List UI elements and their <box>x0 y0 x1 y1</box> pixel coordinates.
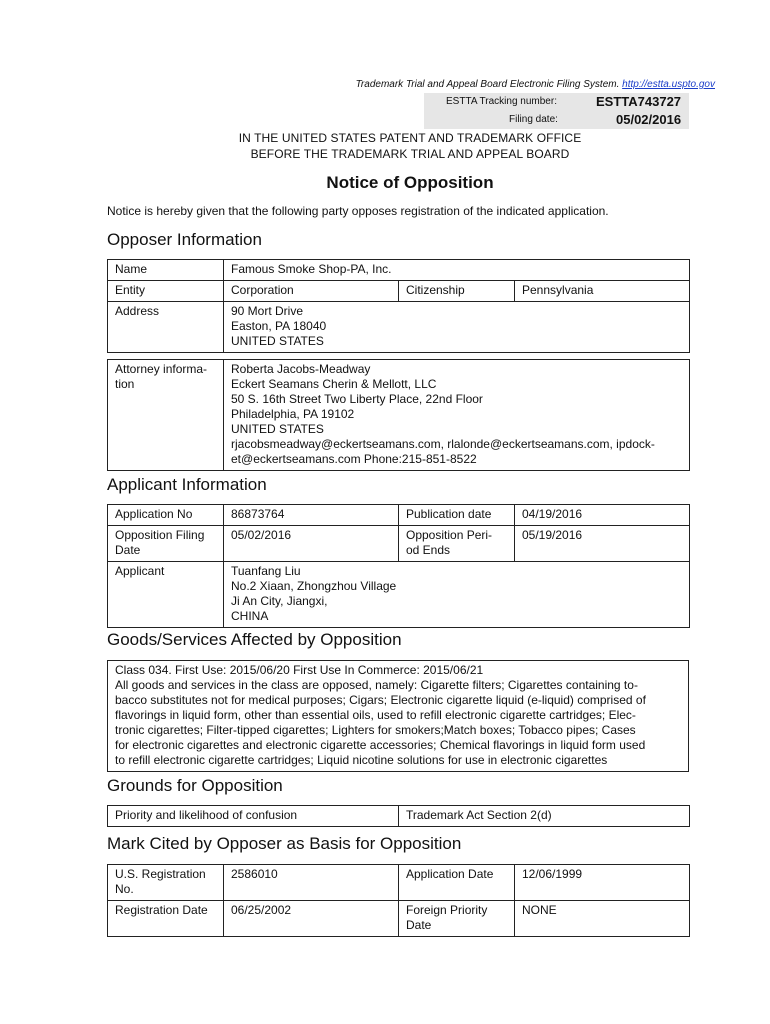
publication-date-value: 04/19/2016 <box>515 505 690 526</box>
table-row <box>108 505 690 526</box>
mark-cited-heading: Mark Cited by Opposer as Basis for Opposition <box>107 834 462 853</box>
publication-date-label: Publication date <box>399 505 515 526</box>
document-title: Notice of Opposition <box>326 173 494 192</box>
table-row <box>108 562 690 628</box>
grounds-heading: Grounds for Opposition <box>107 776 283 795</box>
estta-link[interactable]: http://estta.uspto.gov <box>622 79 715 90</box>
opposition-period-label: Opposition Peri- od Ends <box>399 526 515 562</box>
address-label: Address <box>108 302 224 353</box>
name-value: Famous Smoke Shop-PA, Inc. <box>224 260 690 281</box>
table-row <box>108 281 690 302</box>
table-row <box>108 806 690 827</box>
court-line-2: BEFORE THE TRADEMARK TRIAL AND APPEAL BOARD <box>250 147 570 161</box>
applicant-value: Tuanfang Liu No.2 Xiaan, Zhongzhou Village Ji An City, Jiangxi, CHINA <box>224 562 690 628</box>
filing-system-line <box>330 79 715 90</box>
application-date-label: Application Date <box>399 865 515 901</box>
applicant-table <box>107 504 690 628</box>
entity-value: Corporation <box>224 281 399 302</box>
tracking-number-box <box>424 93 689 111</box>
opposition-period-value: 05/19/2016 <box>515 526 690 562</box>
goods-services-box: Class 034. First Use: 2015/06/20 First Use In Commerce: 2015/06/21 All goods and services in the class are opposed, namely: Cigarette filters; Cigarettes containing to- bacco substitutes not for medical purposes; Cigars; Electronic cigarette liquid (e-liquid) comprised of flavorings in liquid form, other than essential oils, used to refill electronic cigarette cartridges; Elec- tronic cigarettes; Filter-tipped cigarettes; Lighters for smokers;Match boxes; Tobacco pipes; Cases for electronic cigarettes and electronic cigarette accessories; Chemical flavorings in liquid form used to refill electronic cigarette cartridges; Liquid nicotine solutions for use in electronic cigarettes <box>107 660 689 772</box>
foreign-priority-value: NONE <box>515 901 690 937</box>
filing-date-label: Filing date: <box>509 114 558 125</box>
address-value: 90 Mort Drive Easton, PA 18040 UNITED STATES <box>224 302 690 353</box>
tracking-number-value: ESTTA743727 <box>596 94 682 109</box>
table-row <box>108 526 690 562</box>
table-row <box>108 260 690 281</box>
foreign-priority-label: Foreign Priority Date <box>399 901 515 937</box>
entity-label: Entity <box>108 281 224 302</box>
table-row <box>108 865 690 901</box>
citizenship-value: Pennsylvania <box>515 281 690 302</box>
ground-statute: Trademark Act Section 2(d) <box>399 806 690 827</box>
opposer-table <box>107 259 690 353</box>
notice-statement: Notice is hereby given that the following party opposes registration of the indicated application. <box>107 204 609 218</box>
registration-date-label: Registration Date <box>108 901 224 937</box>
mark-cited-table <box>107 864 690 937</box>
attorney-label: Attorney informa- tion <box>108 360 224 471</box>
name-label: Name <box>108 260 224 281</box>
filing-date-box <box>424 111 689 129</box>
court-line-1: IN THE UNITED STATES PATENT AND TRADEMARK OFFICE <box>238 131 582 145</box>
registration-date-value: 06/25/2002 <box>224 901 399 937</box>
filing-date-value: 05/02/2016 <box>616 112 682 127</box>
applicant-label: Applicant <box>108 562 224 628</box>
attorney-value: Roberta Jacobs-Meadway Eckert Seamans Cherin & Mellott, LLC 50 S. 16th Street Two Liberty Place, 22nd Floor Philadelphia, PA 19102 UNITED STATES rjacobsmeadway@eckertseamans.com, rlalonde@eckertseamans.com, ipdock- et@eckertseamans.com Phone:215-851-8522 <box>224 360 690 471</box>
tracking-number-label: ESTTA Tracking number: <box>446 96 557 107</box>
filing-system-text: Trademark Trial and Appeal Board Electronic Filing System. <box>355 79 620 90</box>
goods-heading: Goods/Services Affected by Opposition <box>107 630 402 649</box>
grounds-table <box>107 805 690 827</box>
application-date-value: 12/06/1999 <box>515 865 690 901</box>
table-row <box>108 302 690 353</box>
table-row <box>108 360 690 471</box>
opposition-filing-date-value: 05/02/2016 <box>224 526 399 562</box>
opposition-filing-date-label: Opposition Filing Date <box>108 526 224 562</box>
application-no-label: Application No <box>108 505 224 526</box>
registration-no-value: 2586010 <box>224 865 399 901</box>
ground-reason: Priority and likelihood of confusion <box>108 806 399 827</box>
citizenship-label: Citizenship <box>399 281 515 302</box>
registration-no-label: U.S. Registration No. <box>108 865 224 901</box>
attorney-table <box>107 359 690 471</box>
applicant-heading: Applicant Information <box>107 475 267 494</box>
application-no-value: 86873764 <box>224 505 399 526</box>
opposer-heading: Opposer Information <box>107 230 262 249</box>
table-row <box>108 901 690 937</box>
